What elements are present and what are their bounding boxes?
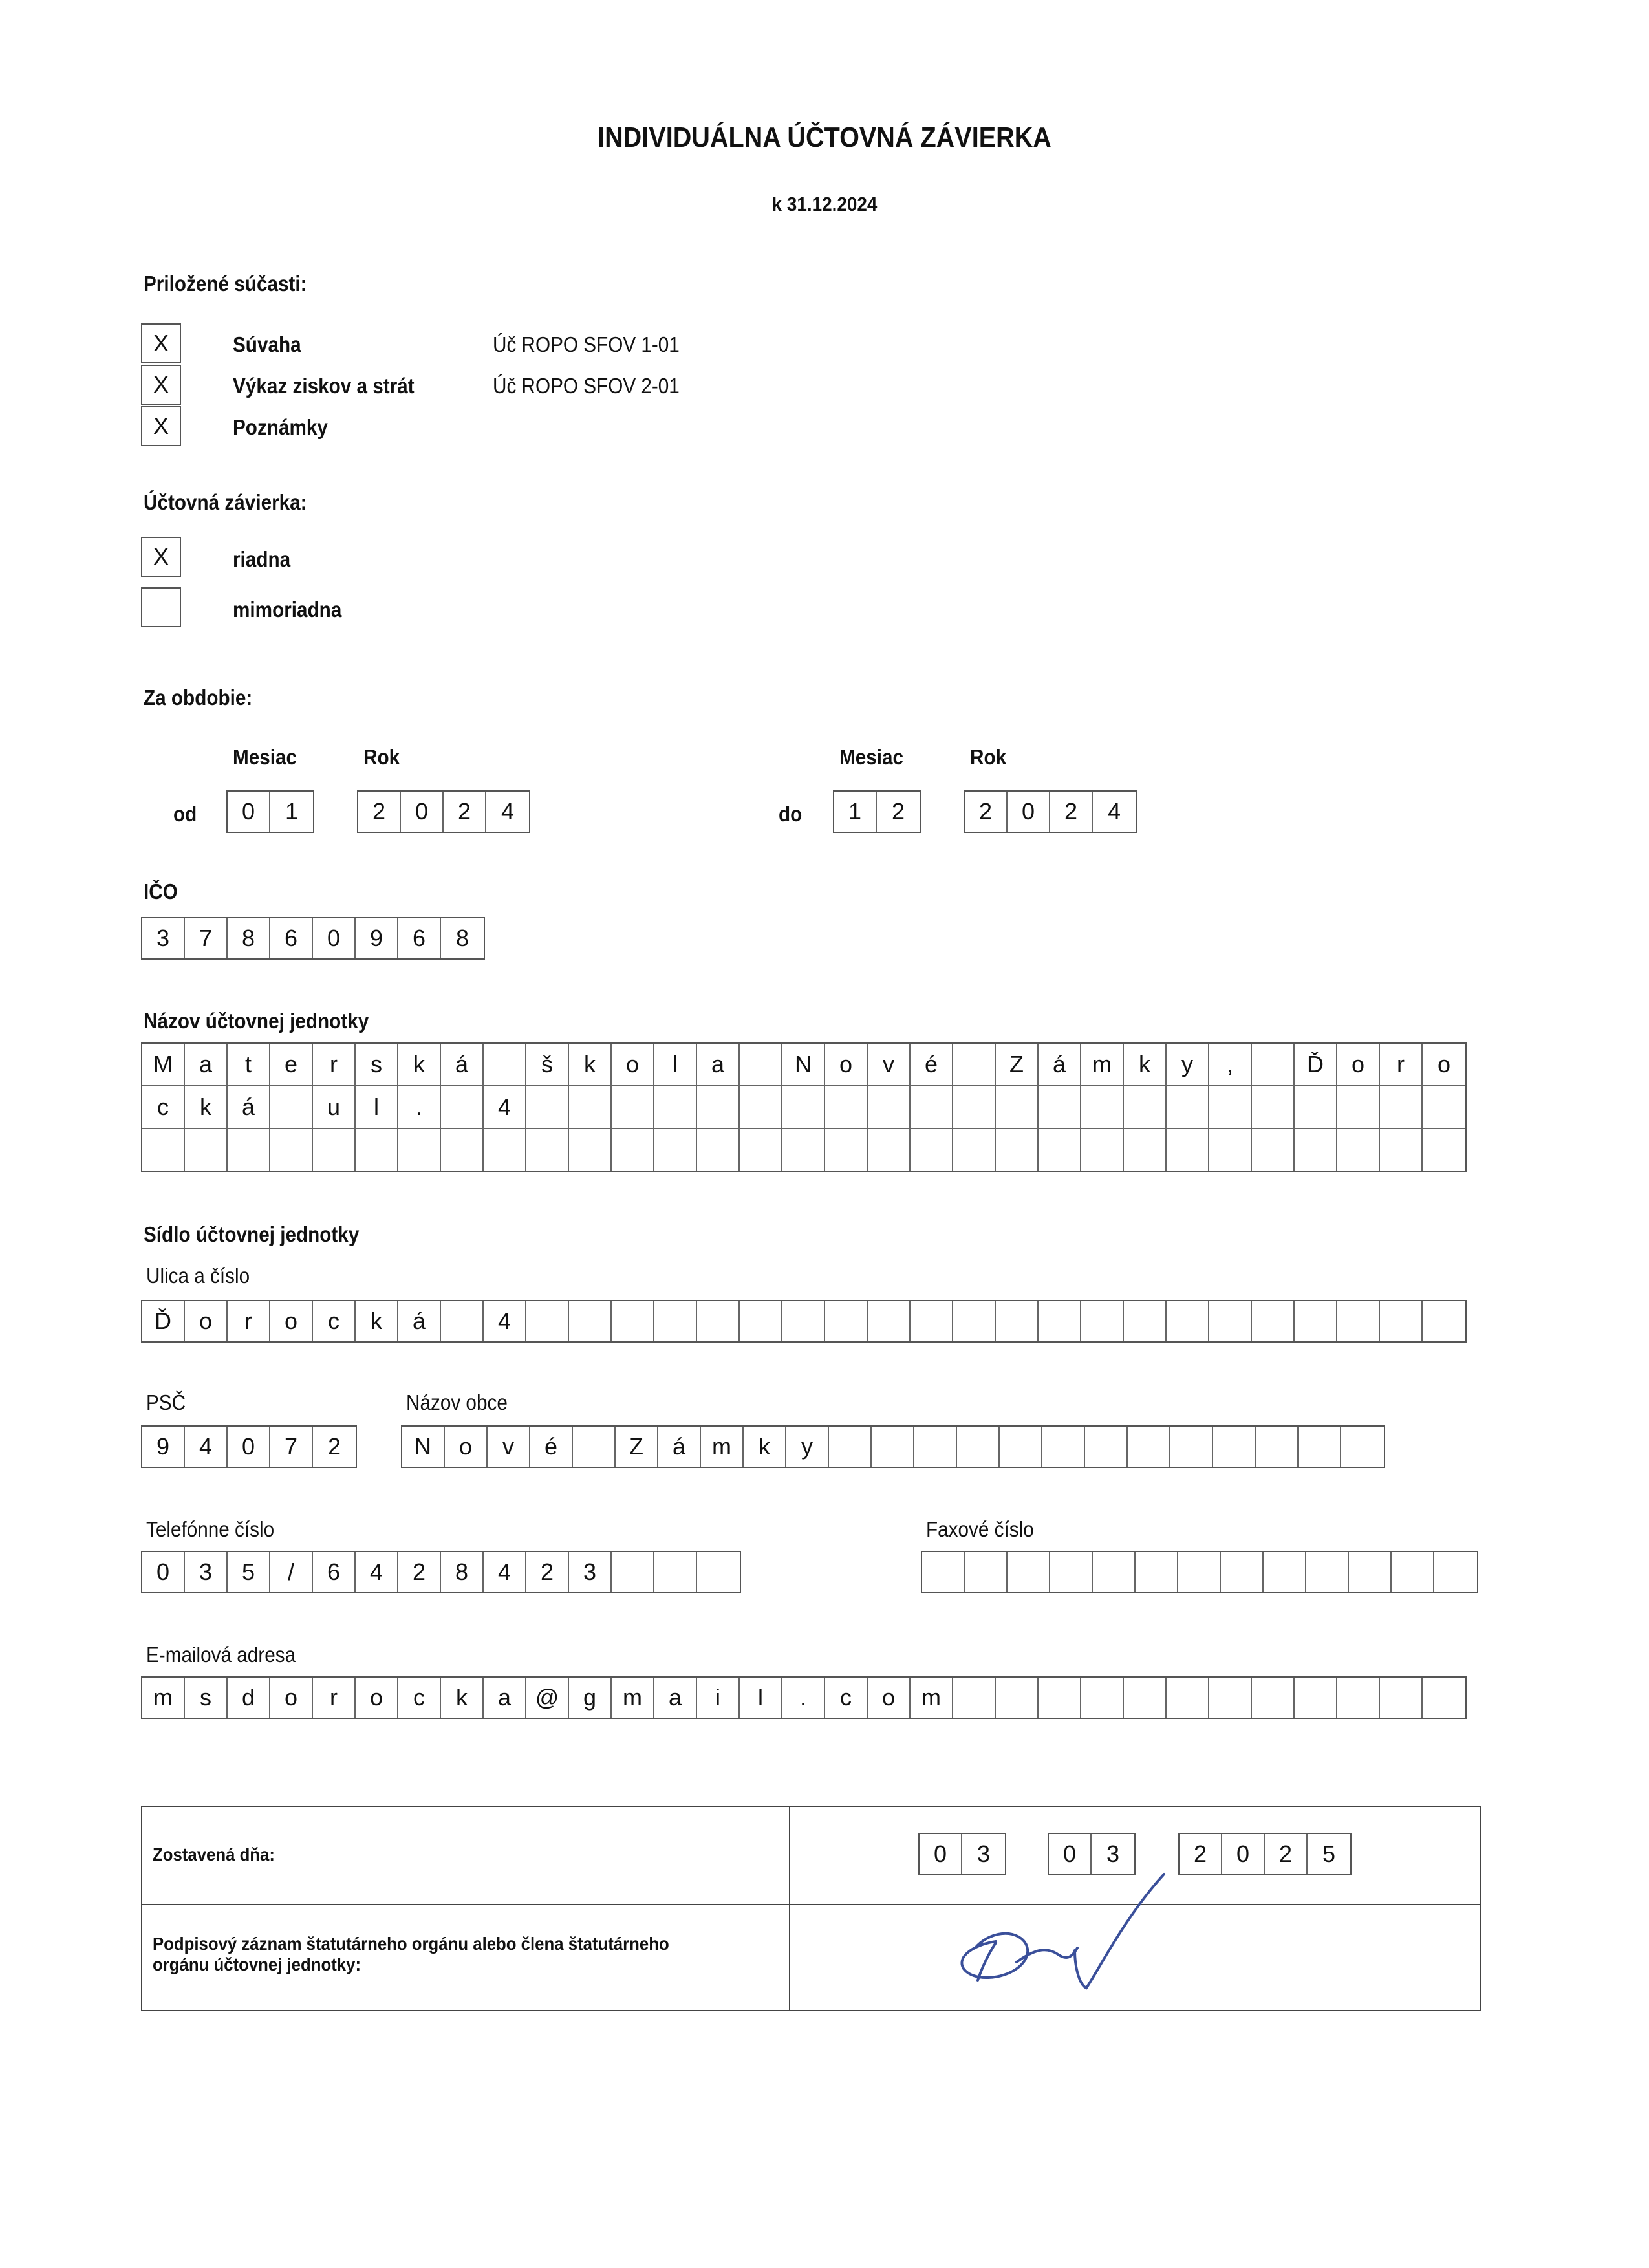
char-cell: g: [569, 1678, 612, 1718]
compiled-label: Zostavená dňa:: [153, 1844, 275, 1864]
char-cell: [911, 1301, 953, 1341]
char-cell: 6: [313, 1552, 356, 1592]
char-cell: [1252, 1086, 1295, 1128]
checkbox-vykaz[interactable]: X: [141, 365, 181, 405]
to-month-field[interactable]: [833, 790, 921, 833]
char-cell: 2: [398, 1552, 441, 1592]
digit-cell: 0: [228, 792, 270, 832]
char-cell: [1337, 1301, 1380, 1341]
char-cell: [654, 1129, 697, 1171]
char-cell: 2: [327, 1433, 341, 1460]
char-cell: m: [142, 1678, 185, 1718]
char-cell: k: [744, 1427, 786, 1467]
digit-cell: 4: [501, 798, 515, 825]
compiled-day-field[interactable]: [918, 1833, 1006, 1875]
char-cell: [1167, 1678, 1209, 1718]
char-cell: á: [1039, 1044, 1081, 1085]
char-cell: o: [270, 1301, 313, 1341]
digit-cell: 0: [920, 1834, 962, 1874]
char-cell: o: [1437, 1051, 1451, 1077]
char-cell: k: [1124, 1044, 1167, 1085]
char-cell: [1167, 1301, 1209, 1341]
char-cell: š: [526, 1044, 569, 1085]
char-cell: [398, 1129, 441, 1171]
char-cell: [1337, 1086, 1380, 1128]
char-cell: [868, 1301, 911, 1341]
char-cell: [1039, 1129, 1081, 1171]
char-cell: 6: [398, 918, 441, 958]
char-cell: [1295, 1129, 1337, 1171]
char-cell: [829, 1427, 872, 1467]
char-cell: [697, 1129, 740, 1171]
char-cell: [441, 1301, 484, 1341]
char-cell: [996, 1086, 1039, 1128]
period-heading: Za obdobie:: [144, 686, 253, 709]
char-cell: [484, 1129, 526, 1171]
char-cell: [612, 1552, 654, 1592]
from-month-field[interactable]: [226, 790, 314, 833]
char-cell: [1423, 1678, 1465, 1718]
char-cell: N: [782, 1044, 825, 1085]
char-cell: s: [356, 1044, 398, 1085]
char-cell: [1039, 1678, 1081, 1718]
char-cell: [911, 1129, 953, 1171]
char-cell: u: [313, 1086, 356, 1128]
char-cell: [1252, 1044, 1295, 1085]
char-cell: c: [142, 1086, 185, 1128]
email-label: E-mailová adresa: [146, 1643, 296, 1667]
char-cell: [1128, 1427, 1170, 1467]
char-cell: [1209, 1086, 1252, 1128]
checkbox-mimoriadna[interactable]: [141, 587, 181, 627]
char-cell: m: [612, 1678, 654, 1718]
from-label: od: [173, 802, 197, 826]
fax-label: Faxové číslo: [926, 1517, 1034, 1541]
char-cell: o: [825, 1044, 868, 1085]
char-cell: [228, 1129, 270, 1171]
char-cell: [654, 1301, 697, 1341]
char-cell: [957, 1427, 1000, 1467]
label-vykaz: Výkaz ziskov a strát: [233, 374, 415, 398]
char-cell: 8: [455, 925, 469, 951]
char-cell: [484, 1044, 526, 1085]
char-cell: [868, 1086, 911, 1128]
label-suvaha: Súvaha: [233, 332, 301, 356]
char-cell: N: [402, 1427, 445, 1467]
char-cell: r: [1380, 1044, 1423, 1085]
char-cell: [1256, 1427, 1299, 1467]
seat-heading: Sídlo účtovnej jednotky: [144, 1222, 360, 1246]
document-title: INDIVIDUÁLNA ÚČTOVNÁ ZÁVIERKA: [598, 122, 1051, 153]
char-cell: [740, 1129, 782, 1171]
to-year-label: Rok: [970, 745, 1007, 769]
char-cell: [1423, 1086, 1465, 1128]
char-cell: [1093, 1552, 1136, 1592]
char-cell: [1380, 1678, 1423, 1718]
char-cell: .: [398, 1086, 441, 1128]
char-cell: [654, 1086, 697, 1128]
digit-cell: 0: [1222, 1834, 1265, 1874]
char-cell: 8: [228, 918, 270, 958]
entity-name-label: Názov účtovnej jednotky: [144, 1009, 369, 1033]
char-cell: [782, 1129, 825, 1171]
char-cell: á: [441, 1044, 484, 1085]
phone-label: Telefónne číslo: [146, 1517, 275, 1541]
char-cell: 4: [484, 1552, 526, 1592]
label-mimoriadna: mimoriadna: [233, 598, 342, 621]
char-cell: [185, 1129, 228, 1171]
char-cell: 2: [526, 1552, 569, 1592]
char-cell: [1264, 1552, 1306, 1592]
char-cell: [1081, 1678, 1124, 1718]
entity-name-row: [142, 1044, 1465, 1086]
digit-cell: 2: [1180, 1834, 1222, 1874]
char-cell: [825, 1086, 868, 1128]
char-cell: o: [270, 1678, 313, 1718]
char-cell: [1341, 1427, 1384, 1467]
char-cell: [1213, 1427, 1256, 1467]
ico-label: IČO: [144, 880, 178, 903]
char-cell: [356, 1129, 398, 1171]
city-field[interactable]: [401, 1425, 1385, 1468]
char-cell: [697, 1301, 740, 1341]
char-cell: l: [356, 1086, 398, 1128]
char-cell: r: [313, 1678, 356, 1718]
phone-field[interactable]: [141, 1551, 741, 1593]
char-cell: [270, 1129, 313, 1171]
char-cell: [1392, 1552, 1434, 1592]
char-cell: [1081, 1301, 1124, 1341]
char-cell: [996, 1129, 1039, 1171]
char-cell: 9: [142, 1427, 185, 1467]
char-cell: [1170, 1427, 1213, 1467]
char-cell: Z: [996, 1044, 1039, 1085]
char-cell: [526, 1129, 569, 1171]
char-cell: [1167, 1086, 1209, 1128]
char-cell: é: [911, 1044, 953, 1085]
to-month-label: Mesiac: [839, 745, 904, 769]
statement-heading: Účtovná závierka:: [144, 490, 307, 514]
char-cell: k: [441, 1678, 484, 1718]
digit-cell: 4: [1107, 798, 1121, 825]
char-cell: [1042, 1427, 1085, 1467]
checkbox-poznamky[interactable]: X: [141, 406, 181, 446]
char-cell: á: [398, 1301, 441, 1341]
char-cell: [1252, 1129, 1295, 1171]
char-cell: [1209, 1678, 1252, 1718]
char-cell: [1295, 1086, 1337, 1128]
char-cell: [569, 1086, 612, 1128]
char-cell: [1209, 1129, 1252, 1171]
label-riadna: riadna: [233, 547, 291, 571]
char-cell: s: [185, 1678, 228, 1718]
from-month-label: Mesiac: [233, 745, 297, 769]
char-cell: [740, 1301, 782, 1341]
char-cell: k: [185, 1086, 228, 1128]
entity-name-row: [142, 1086, 1465, 1129]
to-label: do: [779, 802, 803, 826]
char-cell: [441, 1129, 484, 1171]
digit-cell: 2: [965, 792, 1008, 832]
checkbox-riadna[interactable]: X: [141, 537, 181, 577]
char-cell: [1081, 1129, 1124, 1171]
char-cell: [1306, 1552, 1349, 1592]
char-cell: [1380, 1086, 1423, 1128]
char-cell: [1008, 1552, 1050, 1592]
char-cell: [1000, 1427, 1042, 1467]
char-cell: o: [1337, 1044, 1380, 1085]
entity-name-field[interactable]: [141, 1042, 1467, 1172]
char-cell: [825, 1301, 868, 1341]
char-cell: [697, 1552, 740, 1592]
digit-cell: 5: [1322, 1841, 1336, 1867]
char-cell: c: [398, 1678, 441, 1718]
char-cell: [1252, 1301, 1295, 1341]
char-cell: c: [313, 1301, 356, 1341]
char-cell: 3: [185, 1552, 228, 1592]
char-cell: [996, 1301, 1039, 1341]
char-cell: [1423, 1301, 1465, 1341]
char-cell: a: [697, 1044, 740, 1085]
char-cell: @: [526, 1678, 569, 1718]
char-cell: y: [1167, 1044, 1209, 1085]
char-cell: 3: [142, 918, 185, 958]
char-cell: [1337, 1678, 1380, 1718]
char-cell: á: [658, 1427, 701, 1467]
char-cell: 0: [313, 918, 356, 958]
char-cell: o: [868, 1678, 911, 1718]
label-poznamky: Poznámky: [233, 415, 328, 439]
char-cell: [612, 1129, 654, 1171]
char-cell: 7: [185, 918, 228, 958]
digit-cell: 2: [891, 798, 905, 825]
from-year-label: Rok: [363, 745, 400, 769]
char-cell: [1349, 1552, 1392, 1592]
digit-cell: 3: [976, 1841, 991, 1867]
char-cell: o: [356, 1678, 398, 1718]
char-cell: [953, 1086, 996, 1128]
char-cell: r: [228, 1301, 270, 1341]
char-cell: o: [612, 1044, 654, 1085]
char-cell: m: [1081, 1044, 1124, 1085]
char-cell: 4: [185, 1427, 228, 1467]
char-cell: [526, 1086, 569, 1128]
char-cell: [1085, 1427, 1128, 1467]
char-cell: k: [569, 1044, 612, 1085]
char-cell: [1039, 1086, 1081, 1128]
code-suvaha: Úč ROPO SFOV 1-01: [493, 332, 680, 356]
char-cell: [996, 1678, 1039, 1718]
char-cell: [1252, 1678, 1295, 1718]
digit-cell: 0: [401, 792, 444, 832]
code-vykaz: Úč ROPO SFOV 2-01: [493, 374, 680, 398]
char-cell: a: [484, 1678, 526, 1718]
digit-cell: 3: [1106, 1841, 1120, 1867]
street-label: Ulica a číslo: [146, 1264, 250, 1288]
char-cell: [1124, 1678, 1167, 1718]
digit-cell: 2: [358, 792, 401, 832]
char-cell: [953, 1301, 996, 1341]
entity-name-row: [142, 1129, 1465, 1171]
char-cell: [1039, 1301, 1081, 1341]
char-cell: a: [185, 1044, 228, 1085]
digit-cell: 0: [1008, 792, 1050, 832]
char-cell: 5: [228, 1552, 270, 1592]
street-field[interactable]: [141, 1300, 1467, 1343]
char-cell: .: [782, 1678, 825, 1718]
char-cell: [1380, 1129, 1423, 1171]
char-cell: y: [786, 1427, 829, 1467]
char-cell: [1178, 1552, 1221, 1592]
char-cell: [825, 1129, 868, 1171]
char-cell: e: [270, 1044, 313, 1085]
char-cell: [569, 1301, 612, 1341]
char-cell: [1434, 1552, 1477, 1592]
char-cell: l: [740, 1678, 782, 1718]
signature-table: [141, 1806, 1481, 2011]
char-cell: [922, 1552, 965, 1592]
ico-field[interactable]: [141, 917, 485, 960]
char-cell: Z: [616, 1427, 658, 1467]
char-cell: [313, 1129, 356, 1171]
char-cell: [1221, 1552, 1264, 1592]
fax-field[interactable]: [921, 1551, 1478, 1593]
char-cell: o: [185, 1301, 228, 1341]
char-cell: 0: [228, 1427, 270, 1467]
digit-cell: 2: [1050, 792, 1093, 832]
char-cell: [142, 1129, 185, 1171]
char-cell: 8: [441, 1552, 484, 1592]
char-cell: v: [868, 1044, 911, 1085]
char-cell: [868, 1129, 911, 1171]
digit-cell: 1: [285, 798, 299, 825]
char-cell: [1423, 1129, 1465, 1171]
char-cell: [782, 1301, 825, 1341]
char-cell: k: [356, 1301, 398, 1341]
char-cell: [1209, 1301, 1252, 1341]
char-cell: 4: [356, 1552, 398, 1592]
city-label: Názov obce: [406, 1390, 508, 1414]
char-cell: [441, 1086, 484, 1128]
email-field[interactable]: [141, 1676, 1467, 1719]
handwritten-signature: [905, 1872, 1306, 2007]
attachments-heading: Priložené súčasti:: [144, 272, 307, 296]
char-cell: 4: [484, 1301, 526, 1341]
char-cell: [1081, 1086, 1124, 1128]
char-cell: 3: [569, 1552, 612, 1592]
char-cell: [1295, 1301, 1337, 1341]
digit-cell: 2: [444, 792, 486, 832]
document-date: k 31.12.2024: [771, 193, 878, 215]
digit-cell: 0: [1049, 1834, 1092, 1874]
char-cell: 0: [142, 1552, 185, 1592]
char-cell: [697, 1086, 740, 1128]
char-cell: [782, 1086, 825, 1128]
from-year-field[interactable]: [357, 790, 530, 833]
char-cell: r: [313, 1044, 356, 1085]
psc-label: PSČ: [146, 1390, 186, 1414]
char-cell: l: [654, 1044, 697, 1085]
char-cell: á: [228, 1086, 270, 1128]
char-cell: [654, 1552, 697, 1592]
char-cell: [1136, 1552, 1178, 1592]
char-cell: 6: [270, 918, 313, 958]
char-cell: Ď: [1295, 1044, 1337, 1085]
digit-cell: 2: [1265, 1834, 1308, 1874]
char-cell: k: [398, 1044, 441, 1085]
signature-label: Podpisový záznam štatutárneho orgánu alebo člena štatutárneho orgánu účtovnej jednotky:: [153, 1934, 669, 1974]
char-cell: [740, 1044, 782, 1085]
char-cell: é: [530, 1427, 573, 1467]
char-cell: [953, 1678, 996, 1718]
compiled-month-field[interactable]: [1048, 1833, 1136, 1875]
char-cell: 4: [484, 1086, 526, 1128]
to-year-field[interactable]: [964, 790, 1137, 833]
checkbox-suvaha[interactable]: X: [141, 323, 181, 363]
char-cell: c: [825, 1678, 868, 1718]
char-cell: [1295, 1678, 1337, 1718]
char-cell: [612, 1086, 654, 1128]
char-cell: 7: [270, 1427, 313, 1467]
table-divider: [789, 1807, 790, 2010]
char-cell: [270, 1086, 313, 1128]
char-cell: [569, 1129, 612, 1171]
char-cell: [965, 1552, 1008, 1592]
char-cell: [872, 1427, 914, 1467]
char-cell: [740, 1086, 782, 1128]
char-cell: a: [654, 1678, 697, 1718]
digit-cell: 1: [834, 792, 877, 832]
char-cell: v: [488, 1427, 530, 1467]
char-cell: [911, 1086, 953, 1128]
psc-field[interactable]: [141, 1425, 357, 1468]
char-cell: [1167, 1129, 1209, 1171]
char-cell: [1124, 1086, 1167, 1128]
char-cell: ,: [1209, 1044, 1252, 1085]
char-cell: o: [445, 1427, 488, 1467]
char-cell: i: [697, 1678, 740, 1718]
char-cell: Ď: [142, 1301, 185, 1341]
char-cell: [953, 1044, 996, 1085]
compiled-year-field[interactable]: [1178, 1833, 1352, 1875]
char-cell: [573, 1427, 616, 1467]
char-cell: [1299, 1427, 1341, 1467]
char-cell: [526, 1301, 569, 1341]
char-cell: [953, 1129, 996, 1171]
char-cell: 9: [356, 918, 398, 958]
char-cell: [1050, 1552, 1093, 1592]
char-cell: m: [701, 1427, 744, 1467]
char-cell: [914, 1427, 957, 1467]
char-cell: d: [228, 1678, 270, 1718]
char-cell: [1380, 1301, 1423, 1341]
char-cell: t: [228, 1044, 270, 1085]
char-cell: M: [142, 1044, 185, 1085]
char-cell: [1337, 1129, 1380, 1171]
char-cell: /: [270, 1552, 313, 1592]
char-cell: [1124, 1301, 1167, 1341]
char-cell: [1124, 1129, 1167, 1171]
char-cell: m: [911, 1678, 953, 1718]
char-cell: [612, 1301, 654, 1341]
